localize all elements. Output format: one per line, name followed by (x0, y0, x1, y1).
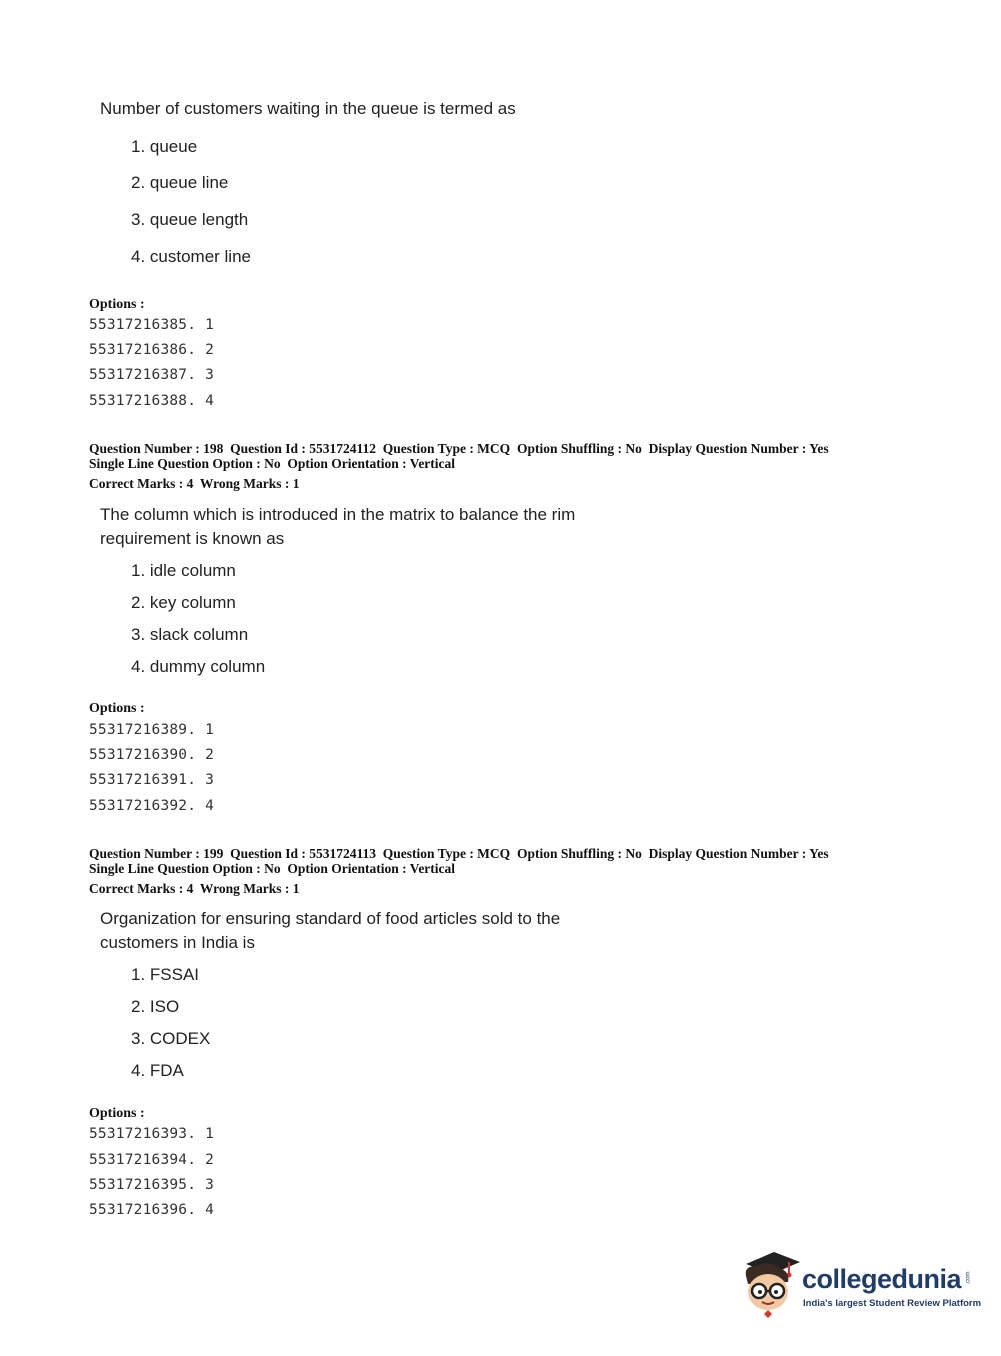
option-shuffling: Option Shuffling : No (516, 846, 642, 861)
question-marks (89, 476, 919, 491)
question-marks (89, 881, 919, 896)
display-question-number: Display Question Number : Yes (648, 441, 829, 456)
choice-item: 3. CODEX (131, 1029, 211, 1048)
option-id-line: 55317216385. 1 (89, 317, 215, 333)
wrong-marks: Wrong Marks : 1 (199, 476, 300, 491)
question-id: Question Id : 5531724112 (230, 441, 377, 456)
question-text (100, 503, 640, 551)
logo-suffix: .com (965, 1271, 972, 1285)
option-id-line: 55317216387. 3 (89, 367, 215, 383)
collegedunia-logo (740, 1248, 982, 1318)
mascot-icon (740, 1248, 802, 1318)
question-number: Question Number : 199 (89, 846, 224, 861)
option-id-line: 55317216391. 3 (89, 772, 215, 788)
option-id-line: 55317216392. 4 (89, 798, 215, 814)
question-meta (89, 846, 919, 861)
options-label: Options : (89, 1106, 145, 1121)
question-text-line: The column which is introduced in the matrix to balance the rim (100, 505, 576, 524)
correct-marks: Correct Marks : 4 (89, 476, 194, 491)
option-id-line: 55317216389. 1 (89, 722, 215, 738)
choice-item: 4. FDA (131, 1061, 184, 1080)
options-label: Options : (89, 297, 145, 312)
option-orientation: Option Orientation : Vertical (287, 861, 456, 876)
choice-item: 3. slack column (131, 625, 249, 644)
question-type: Question Type : MCQ (382, 846, 511, 861)
single-line-option: Single Line Question Option : No (89, 456, 281, 471)
option-id-line: 55317216393. 1 (89, 1126, 215, 1142)
choice-item: 2. ISO (131, 997, 180, 1016)
question-text-line: Organization for ensuring standard of food articles sold to the (100, 909, 561, 928)
option-id-line: 55317216395. 3 (89, 1177, 215, 1193)
single-line-option: Single Line Question Option : No (89, 861, 281, 876)
logo-tagline: India's largest Student Review Platform (803, 1298, 982, 1309)
wrong-marks: Wrong Marks : 1 (199, 881, 300, 896)
logo-wordmark: collegedunia (802, 1264, 962, 1294)
question-text-line: customers in India is (100, 933, 255, 952)
choice-item: 2. key column (131, 593, 236, 612)
option-shuffling: Option Shuffling : No (516, 441, 642, 456)
choice-item: 1. FSSAI (131, 965, 200, 984)
choice-item: 4. customer line (131, 247, 251, 266)
question-meta-line2 (89, 456, 919, 471)
options-label: Options : (89, 701, 145, 716)
choice-item: 1. idle column (131, 561, 236, 580)
question-text: Number of customers waiting in the queue is termed as (100, 99, 516, 118)
question-meta (89, 441, 919, 456)
choice-item: 2. queue line (131, 173, 229, 192)
display-question-number: Display Question Number : Yes (648, 846, 829, 861)
option-id-line: 55317216396. 4 (89, 1202, 215, 1218)
option-orientation: Option Orientation : Vertical (287, 456, 456, 471)
question-id: Question Id : 5531724113 (230, 846, 377, 861)
question-number: Question Number : 198 (89, 441, 224, 456)
question-text-line: requirement is known as (100, 529, 285, 548)
choice-item: 3. queue length (131, 210, 249, 229)
question-text (100, 907, 640, 955)
choice-item: 4. dummy column (131, 657, 266, 676)
option-id-line: 55317216394. 2 (89, 1152, 215, 1168)
option-id-line: 55317216390. 2 (89, 747, 215, 763)
question-meta-line2 (89, 861, 919, 876)
question-type: Question Type : MCQ (382, 441, 511, 456)
correct-marks: Correct Marks : 4 (89, 881, 194, 896)
choice-item: 1. queue (131, 137, 198, 156)
option-id-line: 55317216386. 2 (89, 342, 215, 358)
option-id-line: 55317216388. 4 (89, 393, 215, 409)
